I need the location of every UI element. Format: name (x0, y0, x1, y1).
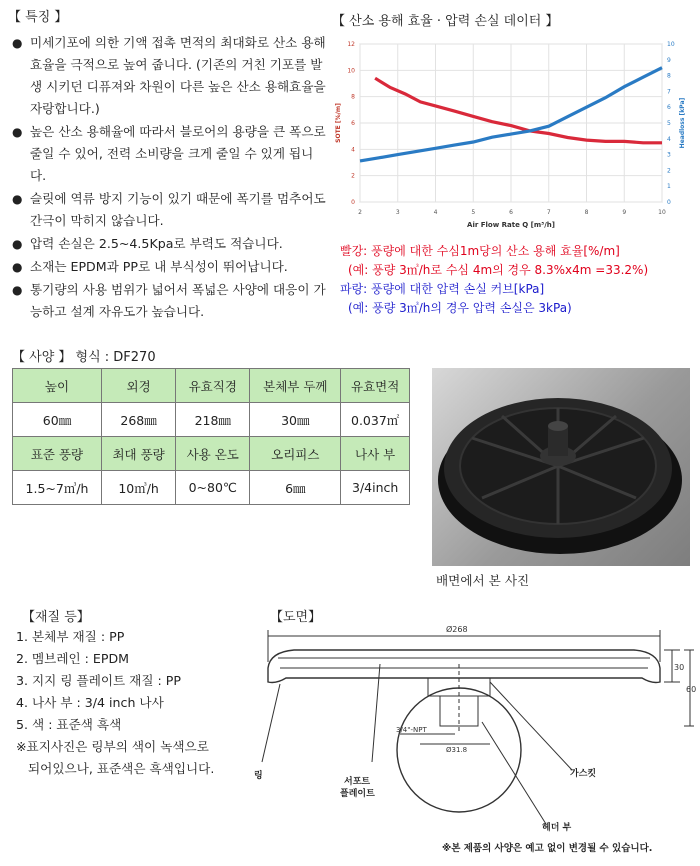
y-left-tick-label: 10 (347, 67, 355, 75)
material-note-line2: 되어있으나, 표준색은 흑색입니다. (28, 761, 215, 776)
spec-header-cell: 본체부 두께 (250, 369, 341, 403)
feature-text: 미세기포에 의한 기액 접촉 면적의 최대화로 산소 용해 효율을 극적으로 높여 줍니다. (기존의 거친 기포를 발생 시키던 디퓨져와 차원이 다른 높은 산소 용해효율을 자랑합니다.) (30, 35, 326, 116)
bullet-icon: ● (12, 36, 23, 50)
x-tick-label: 4 (433, 209, 438, 216)
product-photo (432, 368, 690, 566)
spec-value-cell: 10㎥/h (102, 471, 176, 505)
label-gasket: 가스킷 (570, 769, 597, 779)
feature-item (8, 233, 326, 255)
x-tick-label: 7 (546, 209, 551, 216)
features-list (8, 32, 326, 324)
label-ring: 링 (254, 771, 263, 781)
y-left-tick-label: 8 (351, 93, 355, 101)
spec-value-cell: 30㎜ (250, 403, 341, 437)
spec-title: 【 사양 】 (12, 350, 72, 365)
footnote: ※본 제품의 사양은 예고 없이 변경될 수 있습니다. (442, 843, 653, 854)
spec-value-cell: 218㎜ (176, 403, 250, 437)
legend-red-line2: (예: 풍량 3㎥/h로 수심 4m의 경우 8.3%x4m =33.2%) (348, 263, 649, 277)
thread-label: 3/4"-NPT (396, 726, 427, 734)
material-item: 5. 색 : 표준색 흑색 (16, 717, 122, 732)
efficiency-headloss-chart (330, 32, 692, 232)
dim-width-label: Ø268 (446, 625, 468, 634)
bullet-icon: ● (12, 260, 23, 274)
spec-header-cell: 사용 온도 (176, 437, 250, 471)
dim-60-label: 60 (686, 685, 696, 694)
spec-header-cell: 유효면적 (341, 369, 410, 403)
feature-text: 통기량의 사용 범위가 넓어서 폭넓은 사양에 대응이 가능하고 설계 자유도가 높습니다. (30, 282, 326, 319)
spec-header-cell: 나사 부 (341, 437, 410, 471)
y-right-tick-label: 6 (667, 104, 671, 112)
spec-header-cell: 높이 (13, 369, 102, 403)
spec-value-cell: 60㎜ (13, 403, 102, 437)
y-right-tick-label: 3 (667, 151, 671, 159)
y-right-tick-label: 1 (667, 183, 671, 191)
spec-header (12, 346, 156, 365)
x-tick-label: 6 (509, 209, 513, 216)
y-right-axis-label: Headloss [kPa] (679, 97, 686, 149)
label-support-1: 서포트 (344, 777, 371, 787)
legend-blue-line2: (예: 풍량 3㎥/h의 경우 압력 손실은 3kPa) (348, 301, 572, 315)
feature-text: 슬릿에 역류 방지 기능이 있기 때문에 폭기를 멈추어도 간극이 막히지 않습니다. (30, 191, 326, 228)
dim-30-label: 30 (674, 663, 685, 672)
drawing-title: 【도면】 (270, 610, 322, 625)
bullet-icon: ● (12, 283, 23, 297)
spec-value-cell: 3/4inch (341, 471, 410, 505)
chart-title: 【 산소 용해 효율 · 압력 손실 데이터 】 (332, 14, 559, 29)
feature-item (8, 32, 326, 120)
y-right-tick-label: 10 (667, 41, 675, 48)
y-left-tick-label: 6 (351, 120, 355, 127)
spec-header-cell: 오리피스 (250, 437, 341, 471)
x-tick-label: 8 (584, 209, 589, 216)
feature-text: 소재는 EPDM과 PP로 내 부식성이 뛰어납니다. (30, 259, 288, 274)
y-right-tick-label: 4 (667, 135, 671, 143)
label-header: 헤더 부 (542, 823, 572, 833)
spec-value-cell: 268㎜ (102, 403, 176, 437)
legend-blue-line1: 파랑: 풍량에 대한 압력 손실 커브[kPa] (340, 282, 545, 296)
y-left-axis-label: SOTE [%/m] (335, 103, 342, 143)
x-tick-label: 5 (471, 209, 476, 216)
feature-item (8, 256, 326, 278)
legend-red-line1: 빨강: 풍량에 대한 수심1m당의 산소 용해 효율[%/m] (340, 244, 620, 258)
material-item: 4. 나사 부 : 3/4 inch 나사 (16, 695, 164, 710)
x-tick-label: 3 (395, 209, 400, 216)
material-item: 2. 멤브레인 : EPDM (16, 651, 130, 666)
y-right-tick-label: 7 (667, 88, 671, 96)
feature-item (8, 279, 326, 323)
y-right-tick-label: 2 (667, 167, 671, 175)
x-tick-label: 2 (358, 209, 362, 216)
technical-drawing (250, 622, 696, 848)
y-right-tick-label: 5 (667, 120, 671, 127)
chart-legend (340, 242, 648, 318)
spec-header-cell: 표준 풍량 (13, 437, 102, 471)
material-list (16, 626, 214, 780)
label-support-2: 플레이트 (340, 789, 375, 799)
diffuser-back-image (432, 368, 690, 566)
x-tick-label: 10 (658, 209, 666, 216)
spec-header-cell: 유효직경 (176, 369, 250, 403)
y-left-tick-label: 2 (351, 172, 355, 180)
material-item: 1. 본체부 재질 : PP (16, 629, 125, 644)
feature-text: 압력 손실은 2.5~4.5Kpa로 부력도 적습니다. (30, 236, 283, 251)
spec-table (12, 368, 410, 505)
spec-value-cell: 0.037㎡ (341, 403, 410, 437)
bullet-icon: ● (12, 125, 23, 139)
feature-text: 높은 산소 용해율에 따라서 블로어의 용량을 큰 폭으로 줄일 수 있어, 전력 소비량을 크게 줄일 수 있게 됩니다. (30, 124, 326, 183)
spec-header-cell: 외경 (102, 369, 176, 403)
bullet-icon: ● (12, 237, 23, 251)
feature-item (8, 188, 326, 232)
spec-header-cell: 최대 풍량 (102, 437, 176, 471)
y-left-tick-label: 4 (351, 146, 355, 154)
photo-caption: 배면에서 본 사진 (436, 573, 530, 588)
spec-value-cell: 0~80℃ (176, 471, 250, 505)
x-tick-label: 9 (622, 209, 627, 216)
x-axis-label: Air Flow Rate Q [m³/h] (467, 221, 555, 229)
material-item: 3. 지지 링 플레이트 재질 : PP (16, 673, 181, 688)
spec-model: 형식 : DF270 (75, 350, 156, 365)
spec-value-cell: 1.5~7㎥/h (13, 471, 102, 505)
bullet-icon: ● (12, 192, 23, 206)
material-title: 【재질 등】 (22, 610, 90, 625)
y-right-tick-label: 9 (667, 56, 671, 64)
spec-value-cell: 6㎜ (250, 471, 341, 505)
y-left-tick-label: 12 (347, 41, 355, 48)
y-right-tick-label: 0 (667, 199, 671, 206)
material-note-line1: ※표지사진은 링부의 색이 녹색으로 (16, 739, 209, 754)
feature-item (8, 121, 326, 187)
features-title: 【 특징 】 (8, 10, 68, 25)
y-right-tick-label: 8 (667, 72, 671, 80)
y-left-tick-label: 0 (351, 199, 355, 206)
dim-31-label: Ø31.8 (446, 746, 468, 754)
